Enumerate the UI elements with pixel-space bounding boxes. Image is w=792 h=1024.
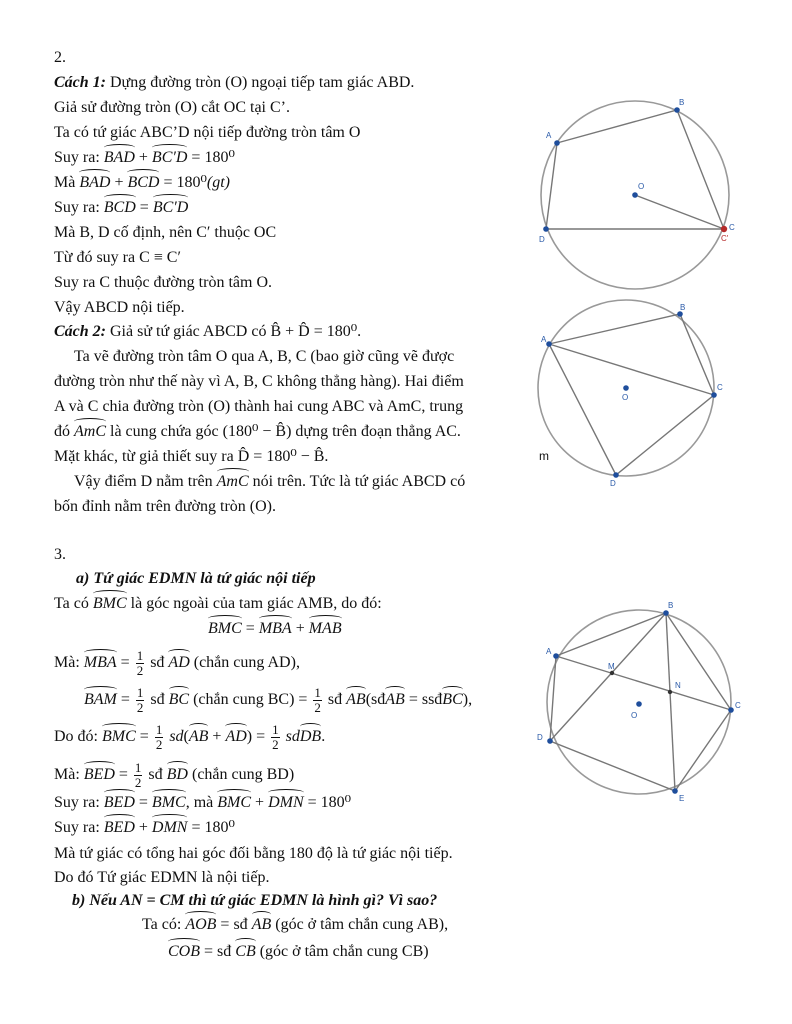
label-e: E bbox=[679, 794, 685, 803]
point-a bbox=[553, 653, 559, 659]
point-o bbox=[623, 385, 629, 391]
method-1-label: Cách 1: bbox=[54, 74, 106, 91]
equation-line: Ta có: AOB = sđ AB (góc ở tâm chắn cung AB), bbox=[142, 916, 449, 933]
label-c: C bbox=[735, 701, 741, 710]
equation-line: Suy ra: BAD + BC′D = 180⁰ bbox=[54, 149, 235, 166]
label-o: O bbox=[631, 711, 638, 720]
angle-bcd: BCD bbox=[127, 174, 160, 191]
label-m: M bbox=[608, 662, 615, 671]
point-c bbox=[721, 226, 727, 232]
angle-bcd: BCD bbox=[103, 199, 136, 216]
text-line: Ta có tứ giác ABC’D nội tiếp đường tròn tâm O bbox=[54, 124, 361, 141]
text-line: Từ đó suy ra C ≡ C′ bbox=[54, 249, 181, 266]
text-line: đó AmC là cung chứa góc (180⁰ − B̂) dựng trên đoạn thẳng AC. bbox=[54, 423, 461, 440]
label-b: B bbox=[668, 601, 674, 610]
segment-oc bbox=[635, 195, 724, 229]
label-a: A bbox=[546, 647, 552, 656]
label-d: D bbox=[537, 733, 543, 742]
point-n bbox=[668, 690, 672, 694]
point-m bbox=[610, 671, 614, 675]
point-d bbox=[543, 226, 549, 232]
text-line: Do đó Tứ giác EDMN là nội tiếp. bbox=[54, 869, 270, 886]
label-c: C bbox=[729, 223, 735, 232]
text-line: Ta có BMC là góc ngoài của tam giác AMB, do đó: bbox=[54, 595, 382, 612]
equation-line: Suy ra: BED + DMN = 180⁰ bbox=[54, 819, 235, 836]
segment-ac bbox=[556, 656, 731, 710]
segment-bd bbox=[550, 613, 666, 741]
equation-line: Mà: BED = $\frac{1}{2}$ sđ BD (chắn cung BD) bbox=[54, 760, 295, 790]
part-a-heading: a) Tứ giác EDMN là tứ giác nội tiếp bbox=[76, 570, 316, 587]
equation-line: Suy ra: BCD = BC′D bbox=[54, 199, 189, 216]
text-line: Mà tứ giác có tổng hai góc đối bằng 180 độ là tứ giác nội tiếp. bbox=[54, 845, 453, 862]
label-a: A bbox=[546, 131, 552, 140]
label-d: D bbox=[539, 235, 545, 244]
label-c: C bbox=[717, 383, 723, 392]
method-1-text: Dựng đường tròn (O) ngoại tiếp tam giác ABD. bbox=[110, 74, 415, 91]
method-2-text: Giả sử tứ giác ABCD có B̂ + D̂ = 180⁰. bbox=[110, 323, 362, 340]
figure-2 bbox=[522, 292, 748, 488]
text-line: Mà B, D cố định, nên C′ thuộc OC bbox=[54, 224, 277, 241]
method-2-line bbox=[54, 322, 361, 342]
label-b: B bbox=[679, 98, 685, 107]
text-line: bốn đỉnh nằm trên đường tròn (O). bbox=[54, 498, 276, 515]
label-b: B bbox=[680, 303, 686, 312]
label-c-prime: C' bbox=[721, 234, 729, 243]
point-b bbox=[663, 610, 669, 616]
text-line: A và C chia đường tròn (O) thành hai cung ABC và AmC, trung bbox=[54, 398, 464, 415]
point-b bbox=[674, 107, 680, 113]
label-o: O bbox=[638, 182, 645, 191]
segment-be bbox=[666, 613, 675, 791]
method-1-line bbox=[54, 73, 414, 93]
quadrilateral bbox=[546, 110, 724, 229]
text-line: Suy ra C thuộc đường tròn tâm O. bbox=[54, 274, 272, 291]
angle-bad: BAD bbox=[103, 149, 135, 166]
point-a bbox=[554, 140, 560, 146]
text-line: Vậy ABCD nội tiếp. bbox=[54, 299, 185, 316]
text-line: Mặt khác, từ giả thiết suy ra D̂ = 180⁰ − B̂. bbox=[54, 448, 329, 465]
angle-bad: BAD bbox=[79, 174, 111, 191]
figure-1 bbox=[528, 95, 748, 300]
equation-line: COB = sđ CB (góc ở tâm chắn cung CB) bbox=[168, 943, 429, 960]
point-a bbox=[546, 341, 552, 347]
text-line: Ta vẽ đường tròn tâm O qua A, B, C (bao giờ cũng vẽ được bbox=[74, 348, 455, 365]
point-d bbox=[613, 472, 619, 478]
arc-amc: AmC bbox=[74, 423, 106, 440]
equation-line: Mà: MBA = $\frac{1}{2}$ sđ AD (chắn cung AD), bbox=[54, 648, 300, 678]
equation-line: Do đó: BMC = $\frac{1}{2}$ sd(AB + AD) = $\frac{1}{2}$ sdDB. bbox=[54, 722, 326, 752]
diagonal-ac bbox=[549, 344, 714, 395]
text-line: Vậy điểm D nằm trên AmC nói trên. Tức là tứ giác ABCD có bbox=[74, 473, 466, 490]
label-a: A bbox=[541, 335, 547, 344]
label-o: O bbox=[622, 393, 629, 402]
problem-3-number: 3. bbox=[54, 546, 66, 563]
point-o bbox=[636, 701, 642, 707]
point-e bbox=[672, 788, 678, 794]
arc-amc: AmC bbox=[216, 473, 249, 490]
point-b bbox=[677, 311, 683, 317]
angle-bcpd: BC′D bbox=[151, 149, 188, 166]
label-m: m bbox=[539, 449, 549, 463]
quadrilateral bbox=[549, 314, 714, 475]
angle-bcpd: BC′D bbox=[152, 199, 189, 216]
label-d: D bbox=[610, 479, 616, 488]
point-o bbox=[632, 192, 638, 198]
equation-line: BMC = MBA + MAB bbox=[208, 620, 342, 637]
label-n: N bbox=[675, 681, 681, 690]
point-d bbox=[547, 738, 553, 744]
point-c bbox=[711, 392, 717, 398]
part-b-heading: b) Nếu AN = CM thì tứ giác EDMN là hình gì? Vì sao? bbox=[72, 892, 438, 909]
problem-2-number: 2. bbox=[54, 49, 66, 66]
equation-line: Suy ra: BED = BMC, mà BMC + DMN = 180⁰ bbox=[54, 794, 352, 811]
figure-3 bbox=[530, 595, 748, 805]
text-line: Giả sử đường tròn (O) cắt OC tại C’. bbox=[54, 99, 290, 116]
equation-line: BAM = $\frac{1}{2}$ sđ BC (chắn cung BC) = $\frac{1}{2}$ sđ AB(sđAB = ssđBC), bbox=[84, 685, 473, 715]
text-line: đường tròn như thế này vì A, B, C không thẳng hàng). Hai điểm bbox=[54, 373, 464, 390]
point-c bbox=[728, 707, 734, 713]
equation-line: Mà BAD + BCD = 180⁰(gt) bbox=[54, 174, 231, 191]
angle-bmc: BMC bbox=[92, 595, 127, 612]
method-2-label: Cách 2: bbox=[54, 323, 106, 340]
